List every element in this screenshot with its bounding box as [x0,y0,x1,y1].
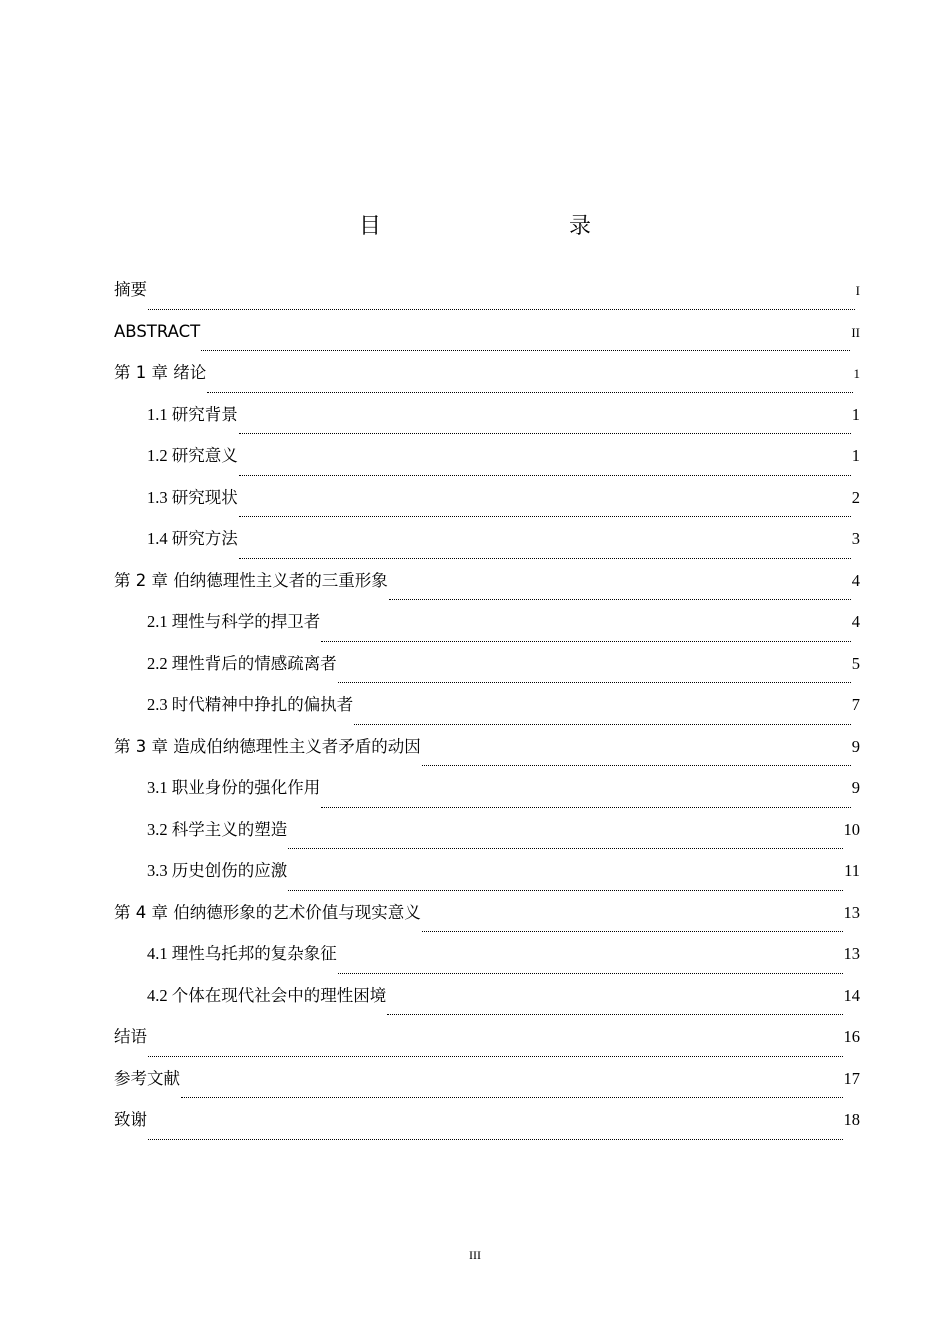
toc-leader-dots [338,681,851,683]
toc-entry[interactable] [114,360,860,402]
toc-leader-dots [422,764,851,766]
toc-entry[interactable] [114,1066,860,1108]
toc-leader-dots [239,515,851,517]
toc-entry-label: 1.3 研究现状 [147,487,238,507]
toc-entry[interactable] [114,485,860,527]
toc-entry-label: 4.1 理性乌托邦的复杂象征 [147,944,337,963]
toc-leader-dots [387,1013,842,1015]
toc-entry-page: 14 [843,985,860,1005]
toc-leader-dots [288,889,843,891]
toc-entry-label: 参考文献 [114,1068,180,1088]
table-of-contents [114,277,860,1149]
toc-leader-dots [148,308,855,310]
toc-entry-page: II [851,324,860,340]
toc-entry-page: 9 [851,778,860,797]
toc-entry-label: 摘要 [114,280,147,299]
toc-entry-page: I [855,283,860,298]
toc-entry-page: 1 [851,404,860,424]
toc-entry-page: 3 [851,529,860,548]
toc-entry[interactable] [114,692,860,734]
toc-leader-dots [201,349,850,351]
toc-entry[interactable] [114,900,860,942]
toc-entry-label: 致谢 [114,1110,147,1129]
toc-entry-page: 4 [851,570,860,590]
toc-leader-dots [239,474,851,476]
toc-entry-label: 3.2 科学主义的塑造 [147,819,288,839]
toc-entry-page: 13 [843,944,860,963]
toc-entry-label: 2.1 理性与科学的捍卫者 [147,612,321,631]
toc-leader-dots [288,847,842,849]
toc-leader-dots [181,1096,843,1098]
toc-entry-label: ABSTRACT [114,321,201,341]
toc-entry-page: 16 [843,1027,860,1046]
toc-leader-dots [354,723,851,725]
toc-leader-dots [321,806,851,808]
toc-entry-label: 结语 [114,1027,147,1046]
toc-entry-label: 第 3 章 造成伯纳德理性主义者矛盾的动因 [114,736,421,756]
toc-entry[interactable] [114,858,860,900]
toc-leader-dots [338,972,843,974]
toc-entry-label: 第 2 章 伯纳德理性主义者的三重形象 [114,570,388,590]
toc-entry[interactable] [114,817,860,859]
toc-entry-label: 1.1 研究背景 [147,404,238,424]
toc-leader-dots [321,640,851,642]
toc-entry[interactable] [114,443,860,485]
toc-entry[interactable] [114,402,860,444]
toc-leader-dots [422,930,843,932]
toc-leader-dots [389,598,851,600]
toc-entry-page: 1 [851,446,860,465]
toc-entry[interactable] [114,277,860,319]
toc-entry-page: 10 [843,819,860,839]
toc-entry-label: 2.3 时代精神中挣扎的偏执者 [147,695,354,714]
toc-entry[interactable] [114,609,860,651]
toc-entry[interactable] [114,734,860,776]
toc-entry-label: 1.2 研究意义 [147,446,238,465]
toc-title: 目 录 [358,214,639,239]
toc-leader-dots [148,1138,843,1140]
toc-entry-page: 11 [844,861,860,880]
toc-entry-page: 5 [851,653,860,673]
toc-entry[interactable] [114,568,860,610]
toc-entry-page: 17 [843,1068,860,1088]
toc-entry-page: 7 [851,695,860,714]
toc-entry[interactable] [114,775,860,817]
toc-entry[interactable] [114,1107,860,1149]
toc-leader-dots [148,1055,843,1057]
toc-entry-page: 2 [851,487,860,507]
toc-entry-label: 2.2 理性背后的情感疏离者 [147,653,337,673]
toc-entry-label: 第 4 章 伯纳德形象的艺术价值与现实意义 [114,902,421,922]
toc-leader-dots [239,432,851,434]
toc-entry-page: 9 [851,736,860,756]
toc-entry-label: 第 1 章 绪论 [114,363,207,382]
toc-leader-dots [239,557,851,559]
toc-entry-page: 13 [843,902,860,922]
toc-entry[interactable] [114,651,860,693]
toc-entry[interactable] [114,1024,860,1066]
toc-entry[interactable] [114,941,860,983]
toc-entry-label: 4.2 个体在现代社会中的理性困境 [147,985,387,1005]
toc-entry-page: 4 [851,612,860,631]
toc-entry-page: 1 [853,366,860,381]
toc-entry-label: 1.4 研究方法 [147,529,238,548]
page-number: III [469,1248,481,1262]
toc-entry[interactable] [114,983,860,1025]
toc-entry-label: 3.3 历史创伤的应激 [147,861,288,880]
toc-entry[interactable] [114,526,860,568]
toc-leader-dots [207,391,852,393]
toc-entry-page: 18 [843,1110,860,1129]
toc-entry[interactable] [114,319,860,361]
toc-entry-label: 3.1 职业身份的强化作用 [147,778,321,797]
